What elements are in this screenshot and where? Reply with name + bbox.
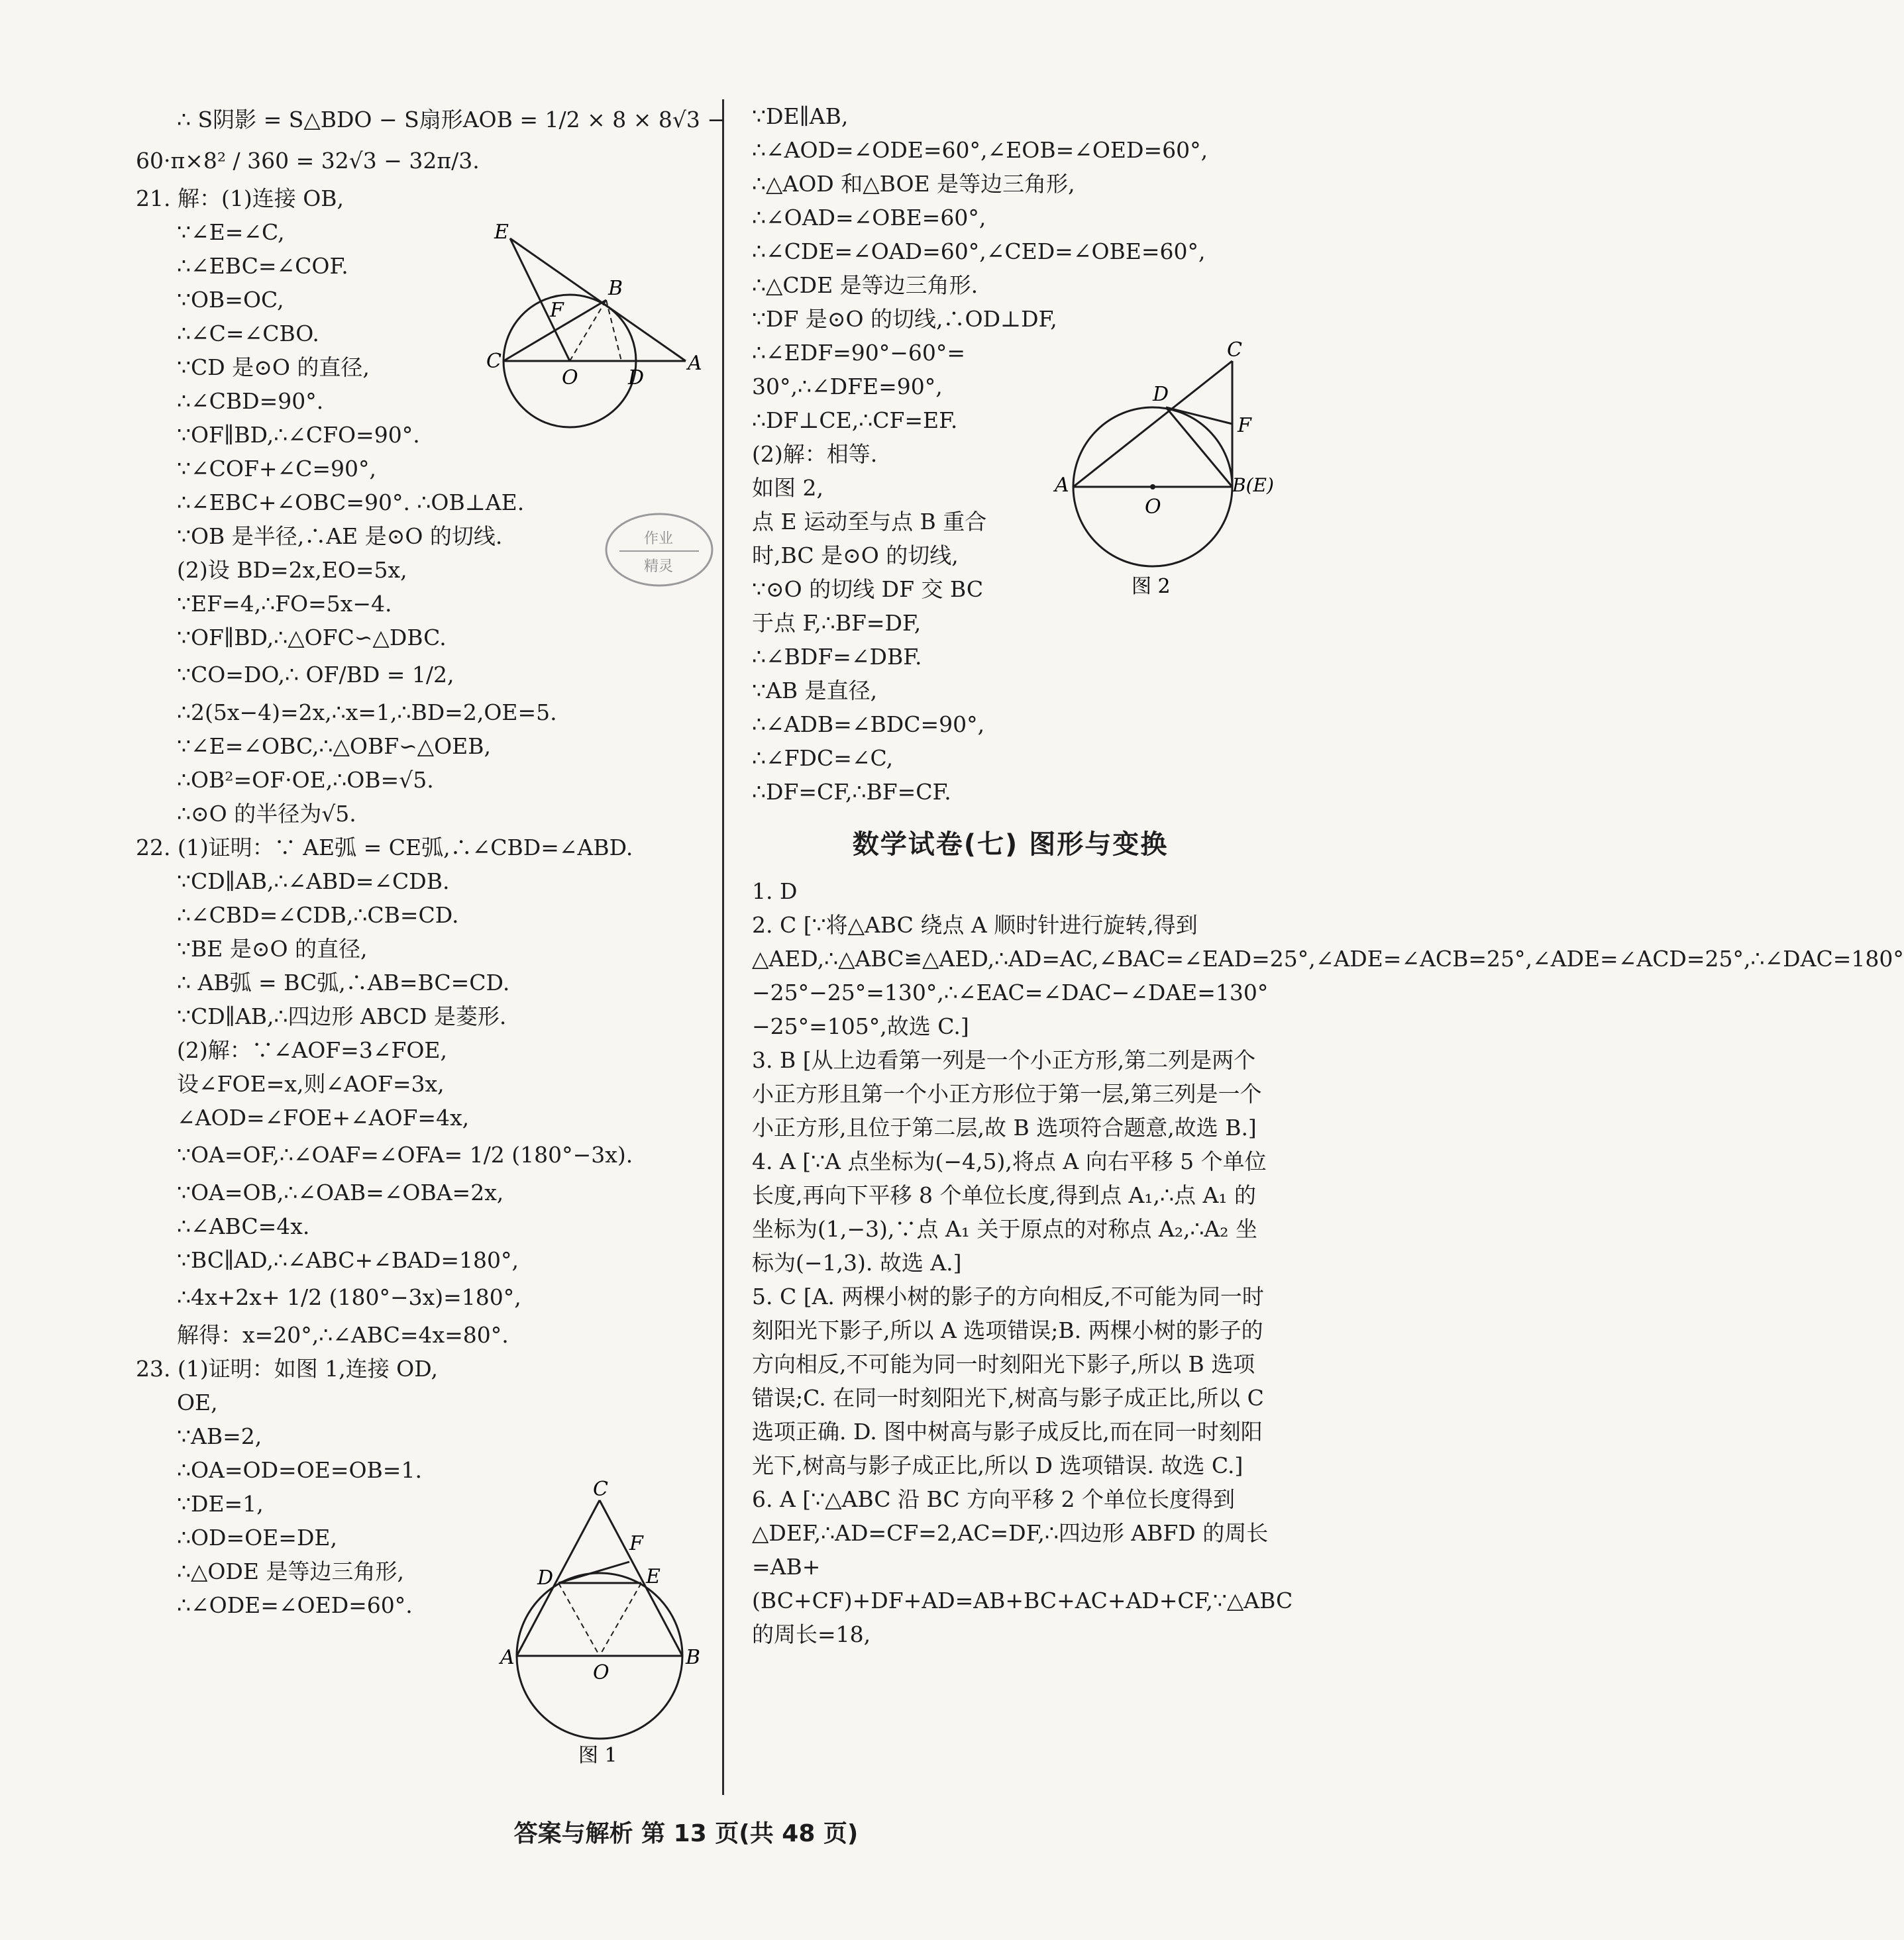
text-line: ∵CO=DO,∴ OF/BD = 1/2, — [177, 662, 454, 688]
stamp-text-top: 作业 — [644, 531, 674, 547]
label-B: B — [608, 277, 623, 300]
answer-2: 2. C [∵将△ABC 绕点 A 顺时针进行旋转,得到△AED,∴△ABC≌△AED,∴AD=AC,∠BAC=∠EAD=25°,∠ADE=∠ACB=25°,∠ADE=∠ACD=25°,∴∠DAC=180°−25°−25°=130°,∴∠EAC=∠DAC−∠DAE=130°−25°=105°,故选 C.] — [752, 912, 1904, 1039]
figure-1-caption: 图 1 — [578, 1744, 617, 1767]
text-line: OE, — [177, 1390, 218, 1415]
text-line: ∴∠C=∠CBO. — [177, 321, 319, 346]
text-line: ∵DE∥AB, — [752, 103, 849, 129]
text-line: ∴△CDE 是等边三角形. — [752, 272, 978, 298]
label-O: O — [562, 366, 578, 389]
label-E: E — [494, 221, 509, 244]
text-line: 解得：x=20°,∴∠ABC=4x=80°. — [177, 1322, 509, 1348]
answer-4: 4. A [∵A 点坐标为(−4,5),将点 A 向右平移 5 个单位长度,再向下平移 8 个单位长度,得到点 A₁,∴点 A₁ 的坐标为(1,−3),∵点 A₁ 关于原点的对称点 A₂,∴A₂ 坐标为(−1,3). 故选 A.] — [752, 1149, 1267, 1276]
text-line: ∴△AOD 和△BOE 是等边三角形, — [752, 171, 1075, 197]
text-line: ∴∠CBD=90°. — [177, 388, 324, 414]
text-line: ∴OA=OD=OE=OB=1. — [177, 1457, 422, 1483]
figure-1-diagram — [500, 1478, 701, 1768]
text-line: ∴∠ABC=4x. — [177, 1213, 310, 1239]
text-line: ∴∠BDF=∠DBF. — [752, 644, 922, 670]
text-line: ∵OB 是半径,∴AE 是⊙O 的切线. — [177, 523, 503, 549]
text-line: ∵CD∥AB,∴四边形 ABCD 是菱形. — [177, 1003, 507, 1029]
label-BE: B(E) — [1232, 474, 1274, 496]
page-footer: 答案与解析 第 13 页(共 48 页) — [513, 1820, 859, 1847]
problem-22-start: 22. (1)证明：∵ AE弧 = CE弧,∴∠CBD=∠ABD. — [136, 835, 633, 860]
figure-2-diagram — [1053, 338, 1272, 603]
text-line: ∴∠AOD=∠ODE=60°,∠EOB=∠OED=60°, — [752, 137, 1208, 163]
section-title: 数学试卷(七) 图形与变换 — [852, 829, 1169, 860]
text-line: ∵EF=4,∴FO=5x−4. — [177, 591, 392, 617]
text-line: ∵OF∥BD,∴△OFC∽△DBC. — [177, 625, 447, 650]
label-D: D — [1153, 383, 1169, 406]
label-A: A — [1055, 474, 1069, 497]
text-line: ∴DF=CF,∴BF=CF. — [752, 779, 951, 805]
text-line: ∵⊙O 的切线 DF 交 BC — [752, 576, 984, 602]
label-O: O — [1145, 495, 1161, 519]
text-line: ∠AOD=∠FOE+∠AOF=4x, — [177, 1105, 470, 1131]
text-line: (2)设 BD=2x,EO=5x, — [177, 557, 407, 583]
text-line: ∵∠E=∠C, — [177, 219, 285, 245]
text-line: ∴∠ADB=∠BDC=90°, — [752, 711, 985, 737]
problem-21-start: 21. 解：(1)连接 OB, — [136, 185, 344, 211]
text-line: ∴∠CBD=∠CDB,∴CB=CD. — [177, 902, 459, 928]
label-A: A — [688, 352, 702, 375]
text-line: 于点 F,∴BF=DF, — [752, 610, 922, 636]
stamp-text-bottom: 精灵 — [644, 558, 674, 575]
text-line: ∴OD=OE=DE, — [177, 1525, 337, 1551]
text-line: 30°,∴∠DFE=90°, — [752, 374, 943, 399]
text-line: ∴∠EDF=90°−60°= — [752, 340, 966, 366]
text-line: 时,BC 是⊙O 的切线, — [752, 542, 959, 568]
text-line: ∴∠EBC+∠OBC=90°. ∴OB⊥AE. — [177, 489, 525, 515]
text-line: ∵CD 是⊙O 的直径, — [177, 354, 370, 380]
text-line: ∴∠ODE=∠OED=60°. — [177, 1592, 413, 1618]
answer-1: 1. D — [752, 878, 798, 904]
text-line: ∵OA=OF,∴∠OAF=∠OFA= 1/2 (180°−3x). — [177, 1142, 633, 1168]
text-line: ∴2(5x−4)=2x,∴x=1,∴BD=2,OE=5. — [177, 699, 557, 725]
answer-6: 6. A [∵△ABC 沿 BC 方向平移 2 个单位长度得到△DEF,∴AD=CF=2,AC=DF,∴四边形 ABFD 的周长=AB+(BC+CF)+DF+AD=AB+BC+AC+AD+CF,∵△ABC 的周长=18, — [752, 1486, 1293, 1647]
stamp-logo — [603, 510, 715, 589]
text-line: ∴DF⊥CE,∴CF=EF. — [752, 407, 958, 433]
answer-5: 5. C [A. 两棵小树的影子的方向相反,不可能为同一时刻阳光下影子,所以 A 选项错误;B. 两棵小树的影子的方向相反,不可能为同一时刻阳光下影子,所以 B 选项错误;C. 在同一时刻阳光下,树高与影子成正比,所以 C 选项正确. D. 图中树高与影子成反比,而在同一时刻阳光下,树高与影子成正比,所以 D 选项错误. 故选 C.] — [752, 1284, 1264, 1478]
text-line: ∴OB²=OF·OE,∴OB=√5. — [177, 767, 434, 793]
text-line: ∴ S阴影 = S△BDO − S扇形AOB = 1/2 × 8 × 8√3 − — [177, 107, 725, 132]
text-line: ∵DE=1, — [177, 1491, 264, 1517]
text-line: ∴4x+2x+ 1/2 (180°−3x)=180°, — [177, 1284, 521, 1310]
label-C: C — [486, 350, 502, 373]
text-line: ∵DF 是⊙O 的切线,∴OD⊥DF, — [752, 306, 1057, 332]
text-line: ∴⊙O 的半径为√5. — [177, 801, 356, 827]
text-line: 设∠FOE=x,则∠AOF=3x, — [177, 1071, 445, 1097]
label-C: C — [593, 1478, 608, 1501]
text-line: 如图 2, — [752, 475, 823, 501]
text-line: ∴∠CDE=∠OAD=60°,∠CED=∠OBE=60°, — [752, 238, 1206, 264]
label-B: B — [686, 1646, 701, 1669]
label-D: D — [537, 1566, 554, 1590]
label-F: F — [550, 299, 564, 322]
text-line: ∵OB=OC, — [177, 287, 284, 313]
label-F: F — [1238, 414, 1251, 437]
text-line: (2)解：∵∠AOF=3∠FOE, — [177, 1037, 448, 1063]
text-line: ∵CD∥AB,∴∠ABD=∠CDB. — [177, 868, 450, 894]
text-line: (2)解：相等. — [752, 441, 878, 467]
label-F: F — [629, 1532, 643, 1555]
answer-3: 3. B [从上边看第一列是一个小正方形,第二列是两个小正方形且第一个小正方形位于第一层,第三列是一个小正方形,且位于第二层,故 B 选项符合题意,故选 B.] — [752, 1047, 1262, 1141]
figure-2-caption: 图 2 — [1132, 575, 1171, 598]
text-line: ∵AB 是直径, — [752, 678, 878, 703]
text-line: ∵OA=OB,∴∠OAB=∠OBA=2x, — [177, 1180, 504, 1205]
text-line: ∴△ODE 是等边三角形, — [177, 1558, 404, 1584]
label-O: O — [593, 1661, 609, 1684]
text-line: 60·π×8² / 360 = 32√3 − 32π/3. — [136, 148, 480, 174]
label-D: D — [628, 366, 645, 389]
text-line: ∵∠E=∠OBC,∴△OBF∽△OEB, — [177, 733, 492, 759]
text-line: ∵∠COF+∠C=90°, — [177, 456, 377, 482]
label-C: C — [1227, 338, 1242, 362]
problem-23-start: 23. (1)证明：如图 1,连接 OD, — [136, 1356, 439, 1382]
text-line: ∵AB=2, — [177, 1423, 262, 1449]
label-A: A — [500, 1646, 515, 1669]
text-line: 点 E 运动至与点 B 重合 — [752, 509, 987, 535]
text-line: ∵BC∥AD,∴∠ABC+∠BAD=180°, — [177, 1247, 519, 1273]
text-line: ∵OF∥BD,∴∠CFO=90°. — [177, 422, 420, 448]
right-column — [752, 99, 1904, 1651]
text-line: ∴∠EBC=∠COF. — [177, 253, 348, 279]
label-E: E — [646, 1565, 661, 1588]
column-divider — [722, 99, 724, 1795]
text-line: ∴∠OAD=∠OBE=60°, — [752, 205, 986, 230]
text-line: ∵BE 是⊙O 的直径, — [177, 936, 368, 962]
figure-21-diagram — [477, 219, 702, 417]
text-line: ∴∠FDC=∠C, — [752, 745, 894, 771]
text-line: ∴ AB弧 = BC弧,∴AB=BC=CD. — [177, 970, 510, 996]
